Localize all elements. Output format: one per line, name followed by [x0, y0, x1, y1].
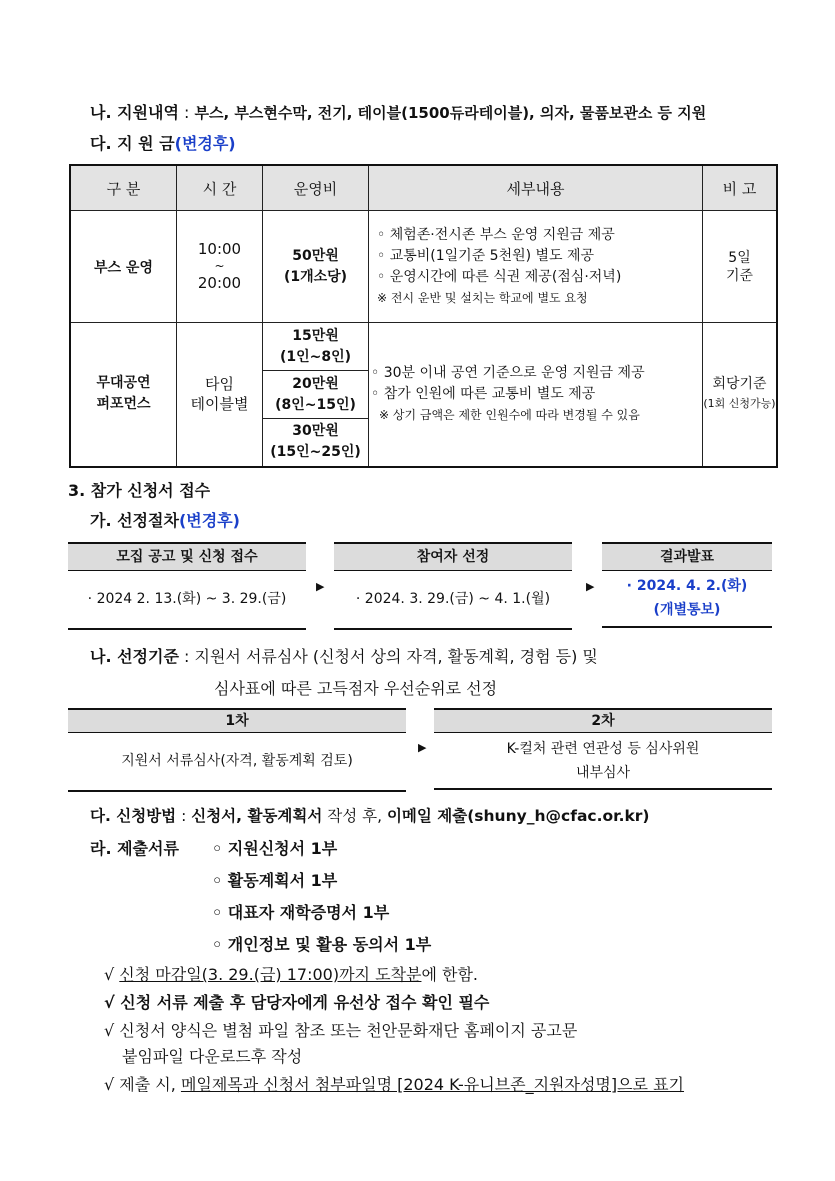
apply-method-mid: 작성 후, [322, 807, 387, 825]
support-items-label: 나. 지원내역 [90, 103, 179, 122]
round-2-body-2: 내부심사 [575, 765, 631, 781]
section-3-title: 3. 참가 신청서 접수 [68, 481, 211, 500]
booth-cost-unit: (1개소당) [283, 268, 348, 285]
stage-cost-2-range: (8인~15인) [275, 396, 356, 413]
stage-name-1: 무대공연 [96, 375, 151, 392]
stage-time-1: 타임 [205, 375, 234, 394]
submit-docs-label: 라. 제출서류 [90, 839, 179, 858]
submit-doc-4: ◦ 개인정보 및 활용 동의서 1부 [212, 935, 432, 954]
round-2-title: 2차 [434, 708, 772, 733]
booth-details [369, 211, 703, 323]
step-3-body-date: · 2024. 4. 2.(화) [626, 578, 748, 594]
booth-note: ※ 전시 운반 및 설치는 학교에 별도 요청 [377, 290, 588, 305]
check-note-1 [104, 962, 478, 985]
check-1-tail: 에 한함. [421, 965, 478, 984]
support-items-text: 부스, 부스현수막, 전기, 테이블(1500듀라테이블), 의자, 물품보관소 등 지원 [194, 104, 707, 122]
booth-remark [703, 211, 778, 323]
check-2-text: 신청 서류 제출 후 담당자에게 유선상 접수 확인 필수 [120, 993, 490, 1012]
stage-cost-3-range: (15인~25인) [270, 444, 361, 461]
apply-method-line [90, 804, 650, 826]
check-4-lead: 제출 시, [119, 1075, 181, 1094]
selection-process-heading [90, 508, 240, 531]
check-3-icon: √ [104, 1021, 115, 1040]
stage-remark-2: (1회 신청가능) [703, 397, 776, 411]
booth-cost-amount: 50만원 [292, 247, 339, 264]
booth-detail-2: ◦ 교통비(1일기준 5천원) 별도 제공 [377, 247, 595, 264]
booth-detail-3: ◦ 운영시간에 따른 식권 제공(점심·저녁) [377, 268, 622, 285]
submit-doc-1: ◦ 지원신청서 1부 [212, 839, 338, 858]
stage-detail-1: ◦ 30분 이내 공연 기준으로 운영 지원금 제공 [371, 364, 645, 381]
support-fund-label: 다. 지 원 금 [90, 134, 175, 153]
apply-method-email: 이메일 제출(shuny_h@cfac.or.kr) [386, 807, 650, 825]
check-2-icon: √ [104, 993, 115, 1012]
stage-name-2: 퍼포먼스 [96, 396, 151, 413]
booth-name: 부스 운영 [70, 211, 177, 323]
booth-detail-1: ◦ 체험존·전시존 부스 운영 지원금 제공 [377, 226, 615, 243]
table-row-stage-1 [70, 323, 777, 371]
step-3-body-note: (개별통보) [653, 602, 721, 618]
step-3-title: 결과발표 [602, 542, 772, 571]
step-2-title: 참여자 선정 [334, 542, 572, 571]
booth-time-start: 10:00 [197, 240, 242, 258]
stage-time-2: 테이블별 [190, 395, 249, 414]
support-fund-table [69, 164, 778, 468]
step-1-title: 모집 공고 및 신청 접수 [68, 542, 306, 571]
check-note-3 [104, 1018, 577, 1041]
booth-time [177, 211, 263, 323]
support-fund-tag: (변경후) [174, 134, 236, 153]
selection-process-tag: (변경후) [178, 511, 240, 530]
support-items-sep: : [178, 103, 195, 122]
round-2-body [434, 732, 772, 790]
step-1-body: · 2024 2. 13.(화) ~ 3. 29.(금) [68, 570, 306, 630]
stage-time [177, 323, 263, 467]
header-remark: 비 고 [703, 165, 778, 211]
round-arrow-icon: ▶ [418, 741, 427, 754]
check-3-text-1: 신청서 양식은 별첨 파일 참조 또는 천안문화재단 홈페이지 공고문 [119, 1021, 578, 1040]
selection-process-label: 가. 선정절차 [90, 511, 179, 530]
check-note-4 [104, 1072, 684, 1095]
stage-cost-3-amount: 30만원 [292, 423, 339, 440]
round-1-body: 지원서 서류심사(자격, 활동계획 검토) [68, 732, 406, 792]
criteria-line-2: 심사표에 따른 고득점자 우선순위로 선정 [214, 679, 498, 698]
step-3-body [602, 570, 772, 628]
stage-cost-1 [263, 323, 369, 371]
check-1-deadline: 신청 마감일(3. 29.(금) 17:00)까지 도착분 [119, 965, 422, 984]
booth-time-sep: ~ [214, 259, 225, 273]
submit-doc-3: ◦ 대표자 재학증명서 1부 [212, 903, 390, 922]
booth-cost [263, 211, 369, 323]
step-arrow-1-icon: ▶ [316, 580, 325, 593]
booth-time-end: 20:00 [197, 274, 242, 292]
stage-cost-3 [263, 419, 369, 467]
apply-method-sep: : [176, 807, 192, 825]
apply-method-docs: 신청서, 활동계획서 [191, 807, 323, 825]
check-1-icon: √ [104, 965, 115, 984]
criteria-sep: : [178, 647, 195, 666]
step-2-body: · 2024. 3. 29.(금) ~ 4. 1.(월) [334, 570, 572, 630]
submit-doc-2: ◦ 활동계획서 1부 [212, 871, 338, 890]
support-items-line [90, 100, 706, 123]
stage-name [70, 323, 177, 467]
check-4-text: 메일제목과 신청서 첨부파일명 [2024 K-유니브존_지원자성명]으로 표기 [180, 1075, 685, 1094]
stage-cost-2-amount: 20만원 [292, 375, 339, 392]
table-header-row [70, 165, 777, 211]
check-3-text-2: 붙임파일 다운로드후 작성 [122, 1047, 303, 1066]
round-1-title: 1차 [68, 708, 406, 733]
criteria-label: 나. 선정기준 [90, 647, 179, 666]
round-2-body-1: K-컬처 관련 연관성 등 심사위원 [506, 741, 700, 757]
support-fund-heading [90, 131, 236, 154]
stage-remark [703, 323, 778, 467]
step-arrow-2-icon: ▶ [586, 580, 595, 593]
header-time: 시 간 [177, 165, 263, 211]
header-cost: 운영비 [263, 165, 369, 211]
stage-detail-2: ◦ 참가 인원에 따른 교통비 별도 제공 [371, 385, 596, 402]
stage-details [369, 323, 703, 467]
stage-note: ※ 상기 금액은 제한 인원수에 따라 변경될 수 있음 [379, 407, 640, 422]
check-note-2 [104, 990, 489, 1013]
stage-cost-1-amount: 15만원 [292, 327, 339, 344]
stage-remark-1: 회당기준 [712, 376, 767, 393]
criteria-text-1: 지원서 서류심사 (신청서 상의 자격, 활동계획, 경험 등) 및 [194, 647, 598, 666]
check-4-icon: √ [104, 1075, 115, 1094]
criteria-line-1 [90, 644, 598, 667]
table-row-booth [70, 211, 777, 323]
apply-method-label: 다. 신청방법 [90, 807, 177, 825]
stage-cost-1-range: (1인~8인) [279, 348, 352, 365]
booth-remark-2: 기준 [725, 267, 754, 284]
booth-remark-1: 5일 [728, 249, 751, 266]
header-details: 세부내용 [369, 165, 703, 211]
stage-cost-2 [263, 371, 369, 419]
header-category: 구 분 [70, 165, 177, 211]
